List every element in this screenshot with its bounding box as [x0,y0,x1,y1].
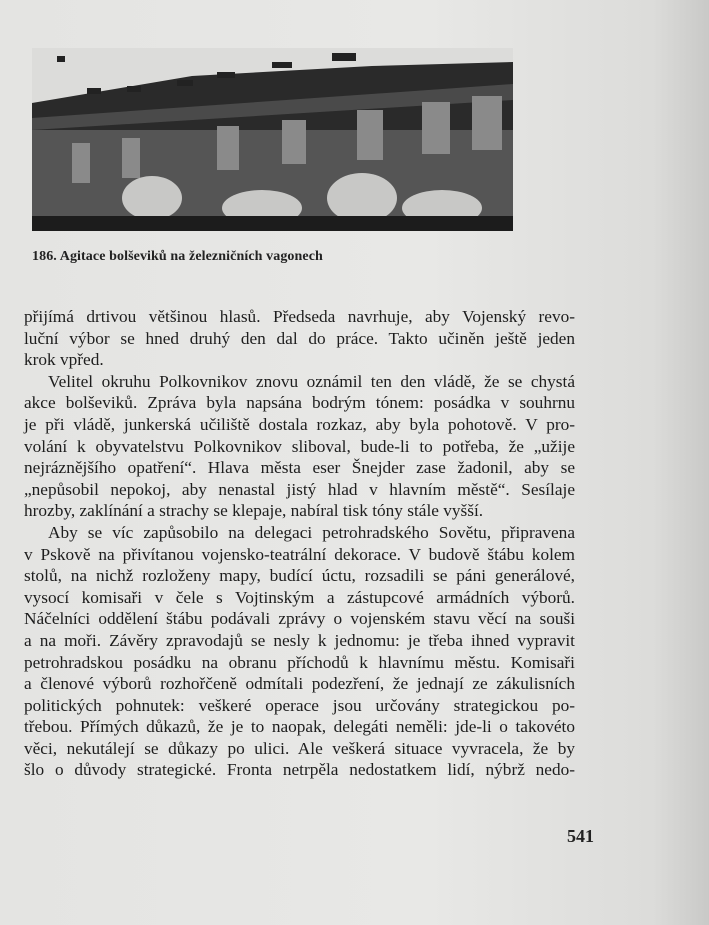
text-line: věci, nekutálejí se důkazy po ulici. Ale veškerá situace vyvracela, že by [24,738,575,758]
text-line: v Pskově na přivítanou vojensko-teatrální dekorace. V budově štábu kolem [24,544,575,564]
text-line: „nepůsobil nepokoj, aby nenastal jistý hlad v hlavním městě“. Sesílaje [24,479,575,499]
text-line: krok vpřed. [24,350,104,370]
text-line: politických pohnutek: veškeré operace jsou určovány strategickou po- [24,695,575,715]
page-number: 541 [567,826,594,846]
text-line: Aby se víc zapůsobilo na delegaci petrohradského Sovětu, připravena [48,522,575,542]
text-line: volání k obyvatelstvu Polkovnikov sliboval, bude-li to potřeba, že „užije [24,436,575,456]
text-line: nejráznějšího opatření“. Hlava města eser Šnejder zase žadonil, aby se [24,458,575,478]
text-line: petrohradskou posádku na obranu příchodů k hlavnímu městu. Komisaři [24,652,575,672]
text-line: je při vládě, junkerská učiliště dostala rozkaz, aby byla pohotově. V pro- [24,414,575,434]
text-line: vysocí komisaři v čele s Vojtinským a zástupcové armádních výborů. [24,587,575,607]
text-line: třebou. Přímých důkazů, že je to naopak, delegáti neměli: jde-li o takovéto [24,717,575,737]
figure-caption: 186. Agitace bolševiků na železničních vagonech [32,249,323,264]
text-line: šlo o důvody strategické. Fronta netrpěla nedostatkem lidí, nýbrž nedo- [24,760,575,780]
text-line: luční výbor se hned druhý den dal do práce. Takto učiněn ještě jeden [24,328,575,348]
text-line: a členové výborů rozhořčeně odmítali podezření, že jednají ze zákulisních [24,674,575,694]
text-line: Velitel okruhu Polkovnikov znovu oznámil ten den vládě, že se chystá [48,371,575,391]
text-line: stolů, na nichž rozloženy mapy, budící úctu, rozsadili se páni generálové, [24,566,575,586]
text-line: Náčelníci oddělení štábu podávali zprávy o vojenském stavu věcí na souši [24,609,575,629]
railway-wagon-agitation-photo [32,48,513,231]
text-line: akce bolševiků. Zpráva byla napsána bodrým tónem: posádka v souhrnu [24,393,575,413]
body-text [24,306,575,781]
text-line: hrozby, zaklínání a strachy se klepaje, nabíral tisk tóny stále vyšší. [24,501,484,521]
text-line: a na moři. Závěry zpravodajů se nesly k jednomu: je třeba ihned vypravit [24,630,575,650]
text-line: přijímá drtivou většinou hlasů. Předseda navrhuje, aby Vojenský revo- [24,307,575,326]
